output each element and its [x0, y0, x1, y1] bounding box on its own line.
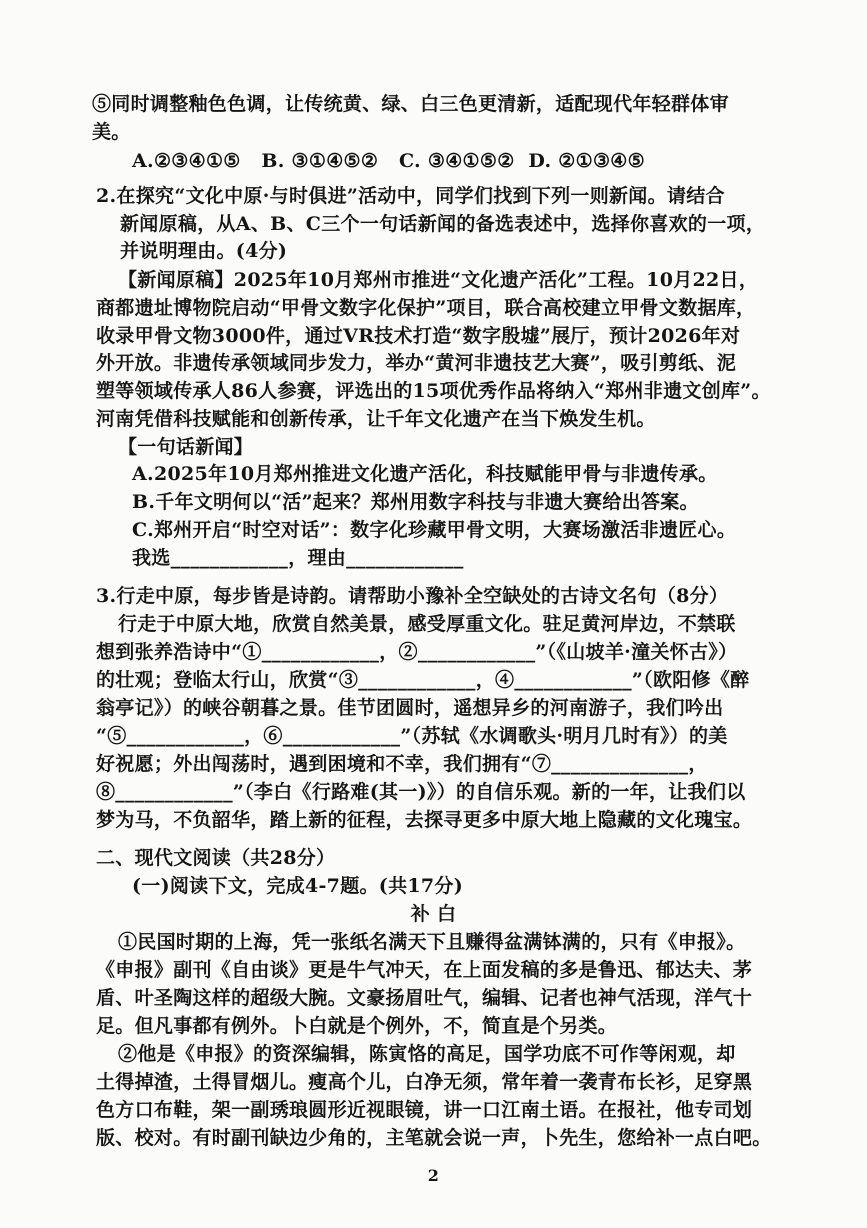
article-para2-line2: 土得掉渣，土得冒烟儿。瘦高个儿，白净无须，常年着一袭青布长衫，足穿黑	[96, 1071, 753, 1093]
q2-prompt-line1: 2.在探究“文化中原·与时俱进”活动中，同学们找到下列一则新闻。请结合	[96, 185, 725, 207]
article-para1-line4: 足。但凡事都有例外。卜白就是个例外，不，简直是个另类。	[96, 1015, 618, 1037]
q2-news-line5: 塑等领域传承人86人参赛，评选出的15项优秀作品将纳入“郑州非遗文创库”。	[96, 380, 771, 402]
q2-news-line3: 收录甲骨文物3000件，通过VR技术打造“数字殷墟”展厅，预计2026年对	[96, 325, 741, 347]
article-para2-line4: 版、校对。有时副刊缺边少角的，主笔就会说一声，卜先生，您给补一点白吧。	[96, 1127, 772, 1149]
page-number: 2	[427, 1166, 440, 1185]
q2-choice-a: A.2025年10月郑州推进文化遗产活化，科技赋能甲骨与非遗传承。	[132, 463, 718, 485]
q2-news-line2: 商都遗址博物院启动“甲骨文数字化保护”项目，联合高校建立甲骨文数据库，	[96, 297, 756, 319]
q3-text-line7: ⑧____________”（李白《行路难(其一)》）的自信乐观。新的一年，让我们以	[96, 781, 746, 803]
q1-option5-line1: ⑤同时调整釉色色调，让传统黄、绿、白三色更清新，适配现代年轻群体审	[92, 93, 729, 115]
q2-prompt-line2: 新闻原稿，从A、B、C三个一句话新闻的备选表述中，选择你喜欢的一项，	[120, 213, 766, 235]
q2-choice-b: B.千年文明何以“活”起来？郑州用数字科技与非遗大赛给出答案。	[132, 491, 699, 513]
q2-news-line1: 【新闻原稿】2025年10月郑州市推进“文化遗产活化”工程。10月22日，	[118, 269, 759, 291]
q3-text-line8: 梦为马，不负韶华，踏上新的征程，去探寻更多中原大地上隐藏的文化瑰宝。	[96, 809, 753, 831]
q3-text-line2: 想到张养浩诗中“①____________，②____________”（《山坡羊·潼关怀古》）	[96, 641, 738, 663]
q1-answer-options: A.②③④①⑤ B. ③①④⑤② C. ③④①⑤② D. ②①③④⑤	[132, 150, 645, 172]
article-para1-line3: 盾、叶圣陶这样的超级大腕。文豪扬眉吐气，编辑、记者也神气活现，洋气十	[96, 987, 753, 1009]
q3-text-line1: 行走于中原大地，欣赏自然美景，感受厚重文化。驻足黄河岸边，不禁联	[118, 613, 736, 635]
q3-text-line5: “⑤____________，⑥____________”（苏轼《水调歌头·明月几时有》）的美	[96, 725, 728, 747]
q3-prompt: 3.行走中原，每步皆是诗韵。请帮助小豫补全空缺处的古诗文名句（8分）	[96, 585, 729, 607]
q2-one-line-heading: 【一句话新闻】	[118, 436, 254, 458]
article-title: 补 白	[410, 903, 457, 925]
section-subheading: (一)阅读下文，完成4-7题。(共17分)	[132, 875, 464, 897]
article-para1-line1: ①民国时期的上海，凭一张纸名满天下且赚得盆满钵满的，只有《申报》。	[118, 931, 746, 953]
q2-prompt-line3: 并说明理由。(4分)	[120, 240, 288, 262]
q3-text-line6: 好祝愿；外出闯荡时，遇到困境和不幸，我们拥有“⑦______________，	[96, 753, 708, 775]
q2-news-line6: 河南凭借科技赋能和创新传承，让千年文化遗产在当下焕发生机。	[96, 408, 656, 430]
q2-news-line4: 外开放。非遗传承领域同步发力，举办“黄河非遗技艺大赛”，吸引剪纸、泥	[96, 352, 737, 374]
q2-choice-c: C.郑州开启“时空对话”：数字化珍藏甲骨文明，大赛场激活非遗匠心。	[132, 519, 737, 541]
q3-text-line4: 翁亭记》）的峡谷朝暮之景。佳节团圆时，遥想异乡的河南游子，我们吟出	[96, 697, 724, 719]
article-para1-line2: 《申报》副刊《自由谈》更是牛气冲天，在上面发稿的多是鲁迅、郁达夫、茅	[96, 959, 753, 981]
q3-text-line3: 的壮观；登临太行山，欣赏“③____________，④____________”（欧阳修《醉	[96, 669, 750, 691]
article-para2-line1: ②他是《申报》的资深编辑，陈寅恪的高足，国学功底不可作等闲观，却	[118, 1043, 736, 1065]
article-para2-line3: 色方口布鞋，架一副琇琅圆形近视眼镜，讲一口江南土语。在报社，他专司划	[96, 1099, 753, 1121]
q1-option5-line2: 美。	[92, 121, 131, 143]
q2-answer-line: 我选____________，理由____________	[132, 547, 464, 569]
section-heading: 二、现代文阅读（共28分）	[96, 847, 336, 869]
